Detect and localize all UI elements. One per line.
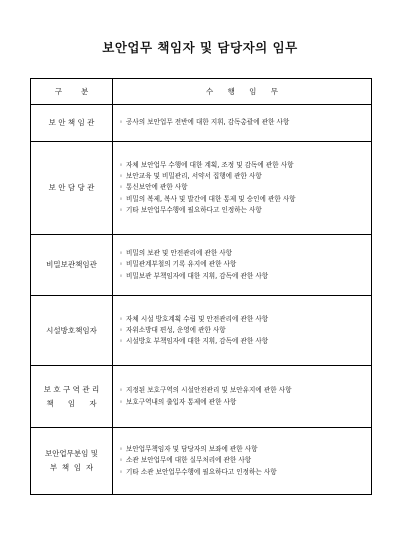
duty-item: ◦ 비밀의 복제, 복사 및 발간에 대한 통제 및 승인에 관한 사항 — [119, 194, 371, 205]
duty-item: ◦ 비밀관계부철의 기록 유지에 관한 사항 — [119, 259, 371, 270]
header-duties: 수 행 임 무 — [113, 79, 372, 105]
duty-item: ◦ 보안업무책임자 및 담당자의 보좌에 관한 사항 — [119, 444, 371, 455]
duties-table — [30, 78, 372, 495]
table-row — [31, 105, 372, 142]
table-row — [31, 366, 372, 428]
bullet-icon: ◦ — [119, 467, 123, 476]
bullet-icon: ◦ — [119, 249, 123, 258]
table-row — [31, 296, 372, 366]
table-row — [31, 142, 372, 235]
table-row — [31, 428, 372, 495]
bullet-icon: ◦ — [119, 314, 123, 323]
bullet-icon: ◦ — [119, 160, 123, 169]
bullet-icon: ◦ — [119, 337, 123, 346]
duty-item: ◦ 비밀보관 부책임자에 대한 지휘, 감독에 관한 사항 — [119, 271, 371, 282]
bullet-icon: ◦ — [119, 260, 123, 269]
bullet-icon: ◦ — [119, 386, 123, 395]
duty-item: ◦ 보안교육 및 비밀관리, 서약서 집행에 관한 사항 — [119, 171, 371, 182]
duty-item: ◦ 보호구역내의 출입자 통제에 관한 사항 — [119, 397, 371, 408]
duty-item: ◦ 자체 보안업무 수행에 대한 계획, 조정 및 감독에 관한 사항 — [119, 160, 371, 171]
table-row — [31, 235, 372, 296]
duties-cell — [113, 366, 372, 428]
duty-item: ◦ 소관 보안업무에 대한 실무처리에 관한 사항 — [119, 455, 371, 466]
duty-item: ◦ 기타 소관 보안업무수행에 필요하다고 인정하는 사항 — [119, 467, 371, 478]
bullet-icon: ◦ — [119, 397, 123, 406]
duties-cell — [113, 142, 372, 235]
duty-item: ◦ 자위소방대 편성, 운영에 관한 사항 — [119, 325, 371, 336]
duty-item: ◦ 기타 보안업무수행에 필요하다고 인정하는 사항 — [119, 205, 371, 216]
bullet-icon: ◦ — [119, 118, 123, 127]
duty-item: ◦ 자체 시설 방호계획 수립 및 안전관리에 관한 사항 — [119, 314, 371, 325]
bullet-icon: ◦ — [119, 271, 123, 280]
role-cell: 보 안 책 임 관 — [31, 105, 113, 142]
bullet-icon: ◦ — [119, 183, 123, 192]
role-cell: 보 호 구 역 관 리 책 임 자 — [31, 366, 113, 428]
bullet-icon: ◦ — [119, 194, 123, 203]
bullet-icon: ◦ — [119, 205, 123, 214]
bullet-icon: ◦ — [119, 325, 123, 334]
duties-cell — [113, 428, 372, 495]
duty-item: ◦ 통신보안에 관한 사항 — [119, 182, 371, 193]
duty-item: ◦ 비밀의 보관 및 안전관리에 관한 사항 — [119, 248, 371, 259]
table-header-row — [31, 79, 372, 105]
duties-cell — [113, 296, 372, 366]
role-cell: 시설방호책임자 — [31, 296, 113, 366]
duty-item: ◦ 시설방호 부책임자에 대한 지휘, 감독에 관한 사항 — [119, 336, 371, 347]
duty-item: ◦ 공사의 보안업무 전반에 대한 지휘, 감독총괄에 관한 사항 — [119, 117, 371, 128]
bullet-icon: ◦ — [119, 172, 123, 181]
duty-item: ◦ 지정된 보호구역의 시설안전관리 및 보안유지에 관한 사항 — [119, 385, 371, 396]
bullet-icon: ◦ — [119, 456, 123, 465]
bullet-icon: ◦ — [119, 445, 123, 454]
role-cell: 비밀보관책임관 — [31, 235, 113, 296]
role-cell: 보안업무분임 및 부 책 임 자 — [31, 428, 113, 495]
header-category: 구 분 — [31, 79, 113, 105]
page-title: 보안업무 책임자 및 담당자의 임무 — [102, 40, 298, 55]
duties-cell — [113, 105, 372, 142]
role-cell: 보 안 담 당 관 — [31, 142, 113, 235]
duties-cell — [113, 235, 372, 296]
